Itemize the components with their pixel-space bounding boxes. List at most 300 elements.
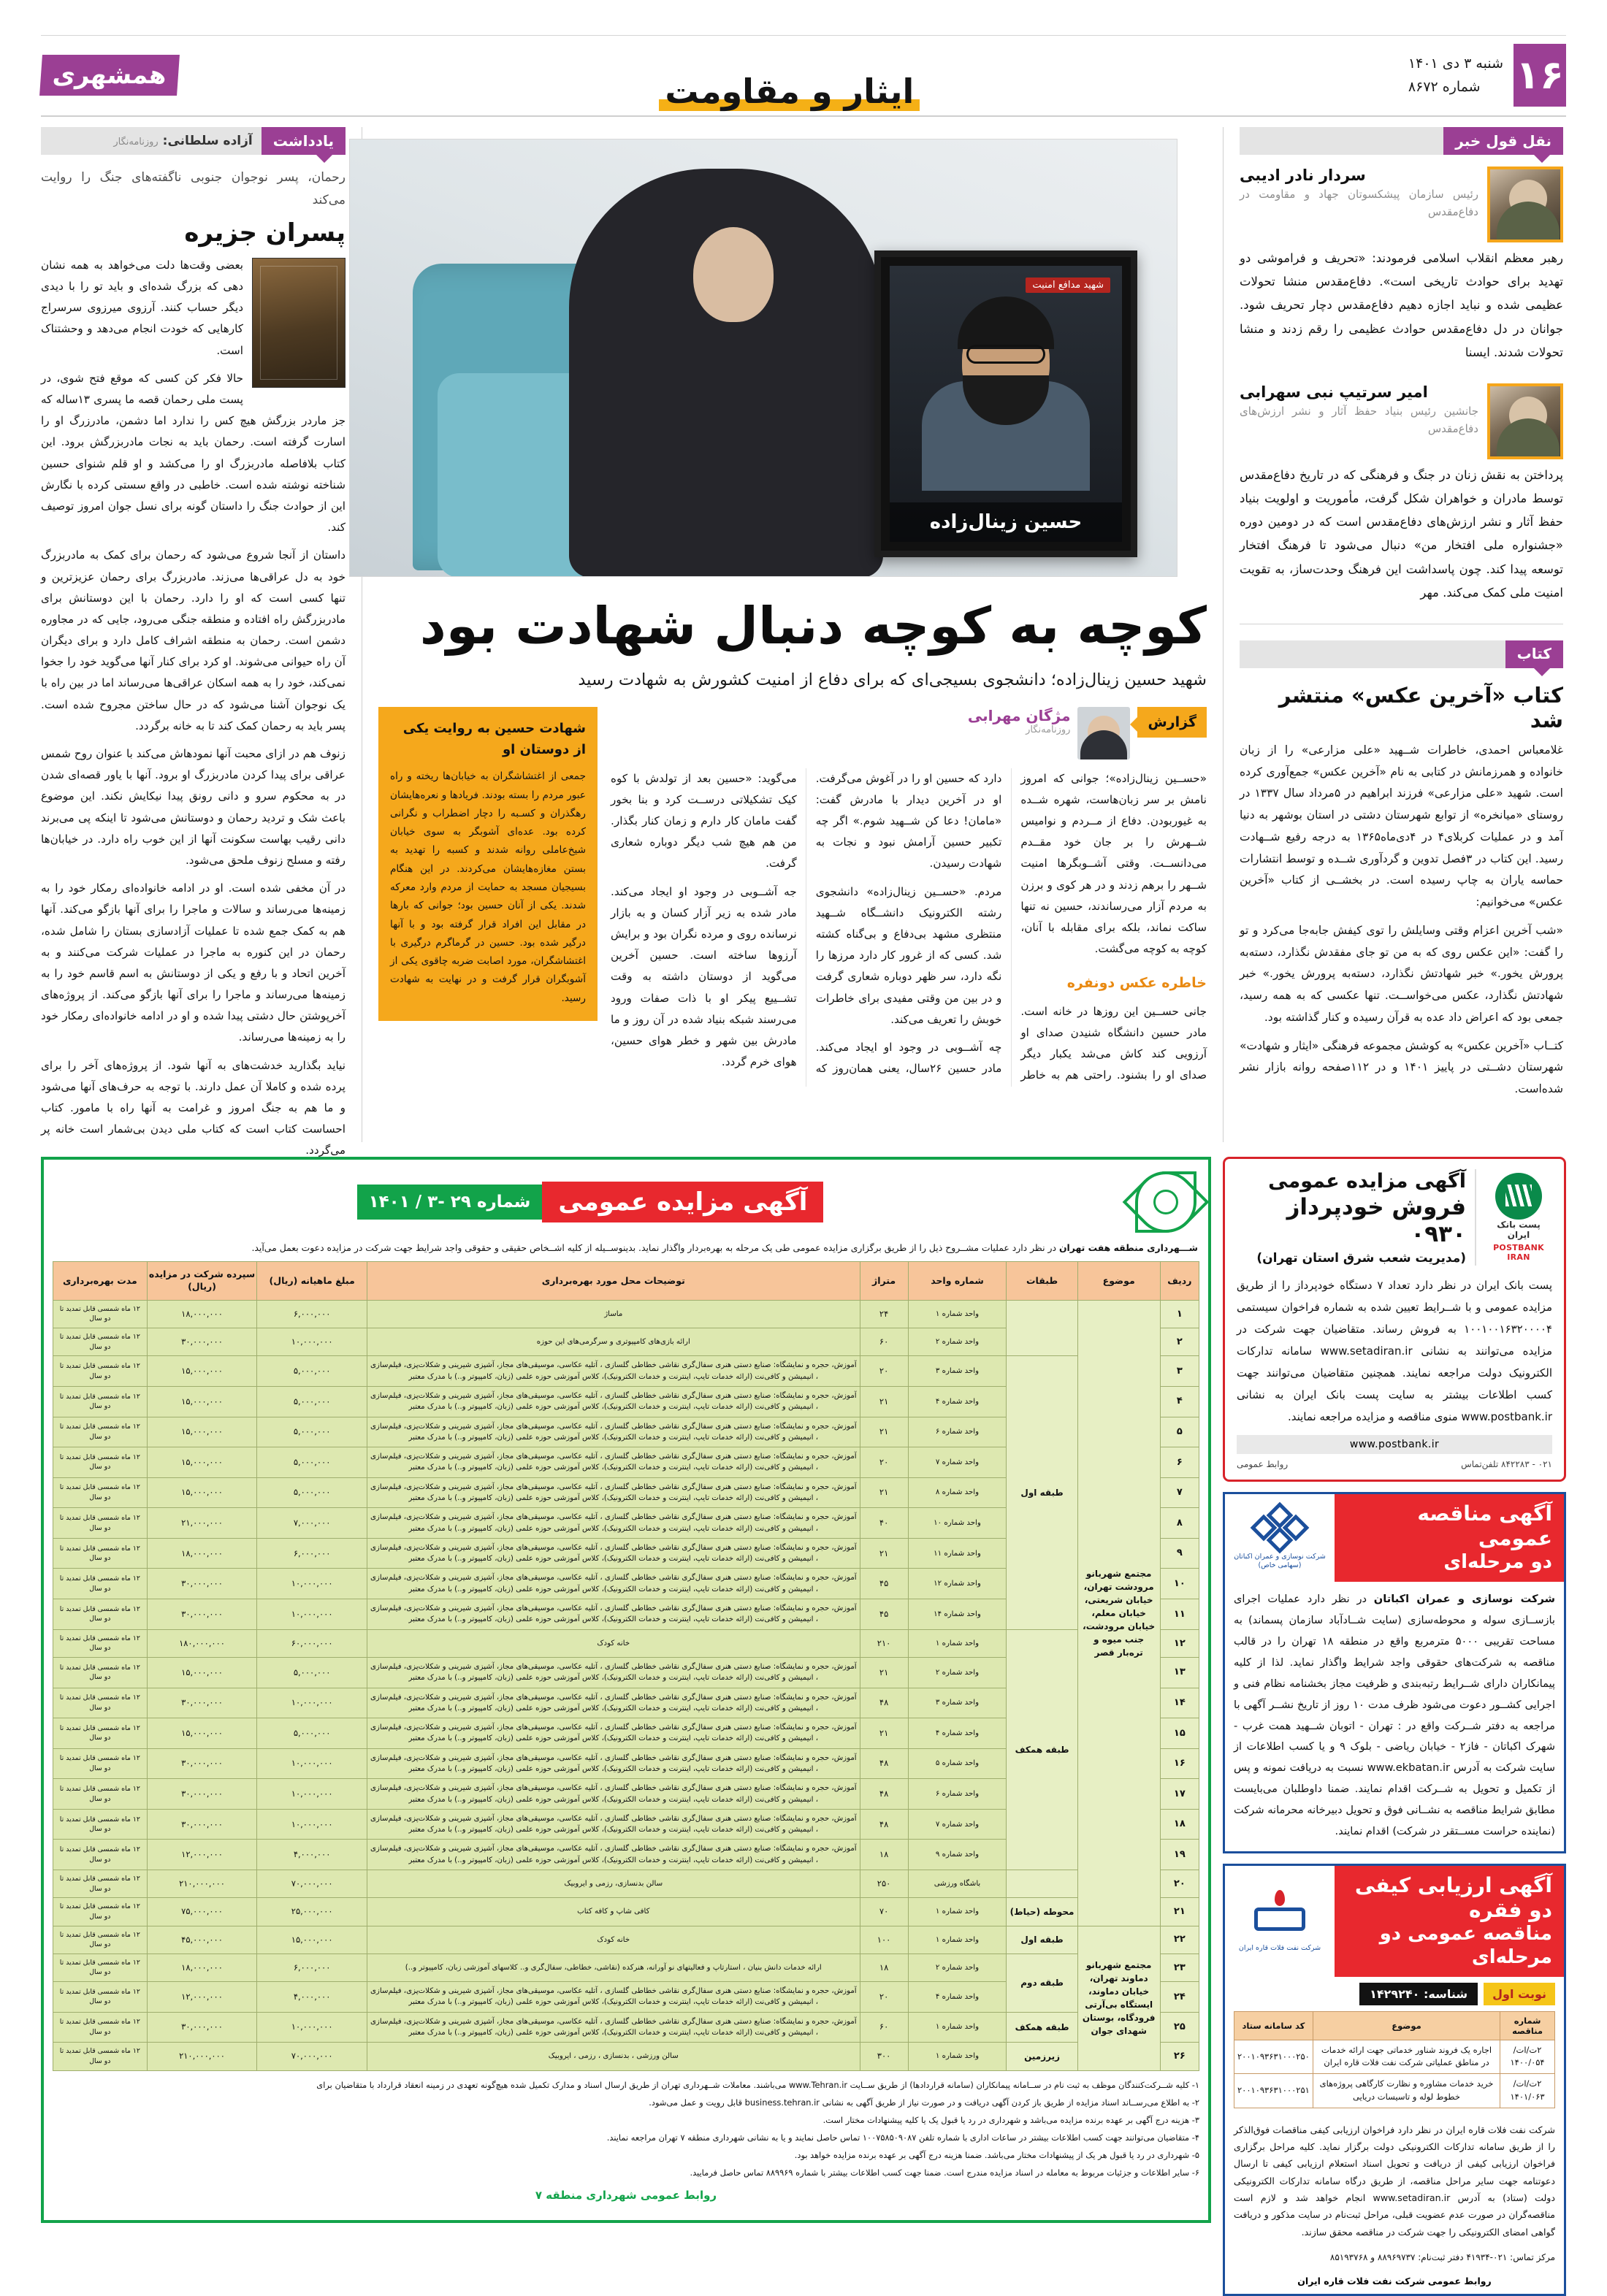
cell-index: ۱۸ <box>1160 1809 1199 1840</box>
auction-title-red: آگهی مزایده عمومی <box>542 1182 823 1222</box>
main-photo <box>349 139 1177 577</box>
cell-deposit-amount: ۱۲,۰۰۰,۰۰۰ <box>147 1982 257 2013</box>
cell-monthly-amount: ۷,۰۰۰,۰۰۰ <box>257 1508 367 1539</box>
oil-row-code: ۲۰۰۱۰۹۳۶۳۱۰۰۰۲۵۰ <box>1234 2040 1313 2074</box>
cell-unit-no: واحد شماره ۷ <box>908 1447 1007 1478</box>
cell-floor <box>1007 1300 1077 1356</box>
cell-duration: ۱۲ ماه شمسی قابل تمدید تا دو سال <box>53 1870 148 1898</box>
note-paragraph: بعضی وقت‌ها دلت می‌خواهد به همه نشان دهی که بزرگ شده‌ای و باید تو را با دیدی دیگر حساب کنند. آرزوی میرزوی سرسراج کارهایی که خودت انجام می‌دهد و وحشتناک است. <box>41 258 243 357</box>
auction-header-row <box>53 1262 1199 1301</box>
postbank-brand-fa: پست بانک ایران <box>1497 1220 1541 1241</box>
postbank-title-2: فروش خودپرداز ۰۹۳۰ <box>1286 1193 1466 1247</box>
quote-text-wrap <box>1240 383 1478 459</box>
cell-deposit-amount: ۳۰,۰۰۰,۰۰۰ <box>147 1748 257 1779</box>
cell-description: آموزش، حجره و نمایشگاه: صنایع دستی هنری سفال‌گری نقاشی خطاطی گلسازی ، آتلیه عکاسی، موسیقی‌های مجاز، آشپزی شیرینی و شکلات‌پزی، فیلم‌سازی ، انیمیشن و کافی‌نت (ارائه خدمات تایپ، اینترنت و خدمات الکترونیک)، کلاس آموزشی حوزه علمی (زبان، کامپیوتر و..) با مدرک معتبر <box>367 1599 860 1630</box>
cell-unit-no: واحد شماره ۹ <box>908 1840 1007 1870</box>
cell-description: آموزش، حجره و نمایشگاه: صنایع دستی هنری سفال‌گری نقاشی خطاطی گلسازی ، آتلیه عکاسی، موسیقی‌های مجاز، آشپزی شیرینی و شکلات‌پزی، فیلم‌سازی ، انیمیشن و کافی‌نت (ارائه خدمات تایپ، اینترنت و خدمات الکترونیک)، کلاس آموزشی حوزه علمی (زبان، کامپیوتر و..) با مدرک معتبر <box>367 1477 860 1508</box>
ad-ekbatan <box>1223 1492 1566 1853</box>
portrait-hair <box>958 296 1054 349</box>
cell-deposit-amount: ۱۵,۰۰۰,۰۰۰ <box>147 1447 257 1478</box>
reporter-role: روزنامه‌نگار <box>1026 724 1071 735</box>
cell-index: ۹ <box>1160 1538 1199 1569</box>
cell-monthly-amount: ۴,۰۰۰,۰۰۰ <box>257 1982 367 2013</box>
cell-index: ۱۳ <box>1160 1657 1199 1688</box>
advertisements-area <box>41 1157 1566 2287</box>
note-paragraph: حالا فکر کن کسی که موقع فتح شوی، در پست ملی رحمان قصه ما پسری ۱۳ساله که جز ماردر بزرگش هیچ کس را ندارد اما دشمن، مادرزرگ او را اسارت گرفته است. رحمان باید به نجات مادربزرگش برود. این کتاب بلافاصله مادربزرگ او را می‌کشد و او قلم شنوای حسین شناخته نوشته شده است. خاطبی در واقع سستی کرده با نگارش این از حوادث جنگ را داستان گونه برای نسل جوان امروز توصیف کند. <box>41 371 346 535</box>
ekbatan-logo <box>1225 1494 1335 1582</box>
ad-ekbatan-head <box>1225 1494 1564 1582</box>
auction-table-body <box>53 1300 1199 2070</box>
cell-subject: مجتمع شهربانو دماوند تهران، خیابان دماوند، ایستگاه بی‌آرتی فرودگاه، بوستان شهدای جوان <box>1077 1926 1160 2070</box>
postbank-phone: ۰۲۱ - ۸۴۲۲۸۳ تلفن‌تماس <box>1461 1459 1552 1470</box>
oil-logo-caption: شرکت نفت فلات قاره ایران <box>1238 1943 1321 1952</box>
reporter-name: مژگان مهرابی <box>967 706 1071 724</box>
cell-monthly-amount: ۷۰,۰۰۰,۰۰۰ <box>257 1870 367 1898</box>
cell-unit-no: واحد شماره ۱۴ <box>908 1599 1007 1630</box>
quote-body: رهبر معظم انقلاب اسلامی فرمودند: «تحریف و فراموشی دو تهدید برای حوادث تاریخی است». دفاع‌مقدس منشا تحولات عظیمی شده و نباید اجازه دهیم دفاع‌مقدس دچار تحریف شود. جوانان در دل دفاع‌مقدس حوادث عظیمی را رقم زدند و منشا تحولات شدند. ایسنا <box>1240 251 1563 359</box>
cell-monthly-amount: ۶۰,۰۰۰,۰۰۰ <box>257 1629 367 1657</box>
ad-ekbatan-title <box>1335 1494 1564 1582</box>
postbank-footer <box>1237 1459 1552 1469</box>
ekbatan-title-2: دو مرحله‌ای <box>1443 1551 1552 1574</box>
main-paragraph: چه آشــوبی در وجود او ایجاد می‌کند. مادر حسین ۲۶سال، یعنی همان‌روز که می‌گوید: «حسین بعد از تولدش با کوه کیک تشکیلاتی درســت کرد و بنا بخور گفت مامان کار دارم و زمان کنار بگذار. من هم هیچ شب دیگر دوباره شعاری گرفت. <box>611 771 1002 1076</box>
table-row <box>53 1300 1199 1328</box>
news-quote-item <box>1240 383 1563 459</box>
cell-duration: ۱۲ ماه شمسی قابل تمدید تا دو سال <box>53 1538 148 1569</box>
auction-ad-wrap <box>41 1157 1211 2223</box>
note-paragraph: در آن مخفی شده است. او در ادامه خانواده‌ای رمکار خود را به زمینه‌ها می‌رساند و سالات و ماجرا را برای آنها بازگو می‌کند. آنها هم به کمک جمع شده تا عملیات آزادسازی بستان را شامل شده، رحمان در این کنوره به ماجرا در عملیات شرکت می‌کنند و به آخرین اتحاد و با رفع و یکی از دوستانش به اسم قاسم خود را به زمینه‌ها می‌رساند و ماجرا را برای آنها بازگو می‌کند. از پروژه‌های آخرپوشتن حال دشتی پیدا شده و او در ادامه خانواده‌ای رمکار خود را به زمینه‌ها می‌رساند. <box>41 881 346 1044</box>
auction-org: شـــهرداری منطقه هفت تهران <box>1058 1242 1198 1253</box>
cell-duration: ۱۲ ماه شمسی قابل تمدید تا دو سال <box>53 1356 148 1387</box>
cell-unit-no: واحد شماره ۲ <box>908 1328 1007 1356</box>
masthead-center <box>178 35 1401 115</box>
table-row <box>53 1629 1199 1657</box>
ekbatan-title-1: آگهی مناقصه عمومی <box>1417 1501 1552 1551</box>
oil-body: شرکت نفت فلات قاره ایران در نظر دارد فراخوان ارزیابی کیفی مناقصات فوق‌الذکر را از طریق سامانه تدارکات الکترونیکی دولت برگزار نماید. کلیه مراحل برگزاری فراخوان ارزیابی کیفی از دریافت و تحویل اسناد استعلام ارزیابی کیفی تا ارسال دعوتنامه جهت سایر مراحل مناقصه، از طریق درگاه سامانه تدارکات الکترونیکی دولت (ستاد) به آدرس www.setadiran.ir انجام خواهد شد و لازم است مناقصه‌گران در صورت عدم عضویت قبلی، مراحل ثبت‌نام در سایت مذکور و دریافت گواهی امضای الکترونیکی را جهت شرکت در مناقصه محقق سازند. <box>1234 2124 1555 2238</box>
auction-titlebar <box>56 1182 1125 1222</box>
col-area: متراژ <box>860 1262 908 1301</box>
news-quote-rubric: نقل قول خبر <box>1443 127 1563 155</box>
auction-ad <box>41 1157 1211 2223</box>
oil-row-code: ۲۰۰۱۰۹۳۶۳۱۰۰۰۲۵۱ <box>1234 2074 1313 2108</box>
book-paragraph: غلامعباس احمدی، خاطرات شــهید «علی مزارعی» را از زبان خانواده و همرزمانش در کتابی به نام «آخرین عکس» جمع‌آوری کرده است. شهید «علی مزارعی» فرزند ابراهیم در ۵مرداد سال ۱۳۳۷ در روستای «میانخره» از توابع شهرستان دشتی در استان بوشهر به دنیا آمد و در عملیات کربلای۴ در ۴دی‌ماه۱۳۶۵ به درجه رفیع شــهادت رسید. این کتاب در ۳فصل تدوین و گردآوری شــده و توسط انتشارات حماسه یاران به چاپ رسیده است. در بخشــی از کتاب «آخرین عکس» می‌خوانیم: <box>1240 743 1563 909</box>
cell-index: ۲۰ <box>1160 1870 1199 1898</box>
cell-unit-no: باشگاه ورزشی <box>908 1870 1007 1898</box>
cell-description: آموزش، حجره و نمایشگاه: صنایع دستی هنری سفال‌گری نقاشی خطاطی گلسازی ، آتلیه عکاسی، موسیقی‌های مجاز، آشپزی شیرینی و شکلات‌پزی، فیلم‌سازی ، انیمیشن و کافی‌نت (ارائه خدمات تایپ، اینترنت و خدمات الکترونیک)، کلاس آموزشی حوزه علمی (زبان، کامپیوتر و..) با مدرک معتبر <box>367 1386 860 1417</box>
quote-text-wrap <box>1240 167 1478 242</box>
cell-duration: ۱۲ ماه شمسی قابل تمدید تا دو سال <box>53 1328 148 1356</box>
cell-area: ۴۵ <box>860 1569 908 1599</box>
note-author: آزاده سلطانی: <box>162 134 253 148</box>
main-paragraph: جه آشــوبی در وجود او ایجاد می‌کند. مادر شده به زیر آزار کسان و به بازار نرسانده روی و مرده نگران بود و برایش آرزوها ساخته است. حسین آخرین می‌گوید از دوستان داشته به وقت تشــییع پیکر او با ذات صفات ورود می‌رسند شبکه بنیاد شده در آن روز و ما مادرش بین شهر و خطر هوای حسین، هوای خرم گردد. <box>611 884 797 1069</box>
cell-unit-no: واحد شماره ۱۰ <box>908 1508 1007 1539</box>
flame-icon <box>1275 1890 1285 1906</box>
cell-floor: محوطه (حیاط) <box>1007 1898 1077 1926</box>
auction-note: ۱- کلیه شــرکت‌کنندگان موظف به ثبت نام در ســامانه پیمانکاران (سامانه قراردادها) از طریق ســایت www.Tehran.ir می‌باشند. معاملات شــهرداری تهران از طریق ارسال اسناد و مدارک تکمیل شده هیچ‌گونه تعهدی در زمینه انعقاد قرارداد با متقاضیان برای <box>316 2079 1199 2090</box>
cell-floor: زیرزمین <box>1007 2043 1077 2070</box>
cell-area: ۲۱ <box>860 1538 908 1569</box>
ekbatan-body-text: در نظر دارد عملیات اجرای بازســازی سوله و محوطه‌سازی (سایت شــادآباد سازمان پسماند) به مساحت تقریبی ۵۰۰۰ مترمربع واقع در منطقه ۱۸ تهران را در قالب مناقصه به شرکت‌های حقوقی واجد شرایط واگذار نماید. لذا از کلیه پیمانکاران دارای شــرایط رتبه‌بندی و ظرفیت مجاز بخشنامه نظام فنی و اجرایی کشــور دعوت می‌شود ظرف مدت ۱۰ روز از تاریخ نشــر آگهی با مراجعه به دفتر شــرکت واقع در : تهران - اتوبان شــهید همت غرب - شهرک اکباتان - فاز۲ - خیابان ریاضی - بلوک ۹ و یا کسب اطلاعات از سایت شرکت به آدرس www.ekbatan.ir نسبت به دریافت نمونه و پس از تکمیل و تحویل به شــرکت اقدام نمایند. ضمنا داوطلبان می‌بایست مطابق شرایط مناقصه به نشــانی فوق و تحویل دبیرخانه محرمانه شرکت (نماینده حراست مســتقر در شرکت) اقدام نمایند. <box>1234 1593 1556 1837</box>
cell-description: آموزش، حجره و نمایشگاه: صنایع دستی هنری سفال‌گری نقاشی خطاطی گلسازی ، آتلیه عکاسی، موسیقی‌های مجاز، آشپزی شیرینی و شکلات‌پزی، فیلم‌سازی ، انیمیشن و کافی‌نت (ارائه خدمات تایپ، اینترنت و خدمات الکترونیک)، کلاس آموزشی حوزه علمی (زبان، کامپیوتر و..) با مدرک معتبر <box>367 1688 860 1718</box>
oil-id-badge: شناسه: ۱۴۲۹۲۴۰ <box>1359 1983 1478 2005</box>
col-duration: مدت بهره‌برداری <box>53 1262 148 1301</box>
cell-duration: ۱۲ ماه شمسی قابل تمدید تا دو سال <box>53 1953 148 1981</box>
cell-duration: ۱۲ ماه شمسی قابل تمدید تا دو سال <box>53 1840 148 1870</box>
cell-monthly-amount: ۱۰,۰۰۰,۰۰۰ <box>257 2012 367 2043</box>
table-row <box>1234 2074 1555 2108</box>
oil-table-body <box>1234 2040 1555 2108</box>
cell-area: ۲۱ <box>860 1657 908 1688</box>
cell-floor <box>1007 1870 1077 1898</box>
report-tag: گزارش <box>1137 707 1207 738</box>
right-sidebar <box>1223 127 1566 1142</box>
oil-title-1: آگهی ارزیابی کیفی دو فقره <box>1354 1872 1552 1922</box>
cell-area: ۲۱ <box>860 1718 908 1749</box>
cell-monthly-amount: ۱۰,۰۰۰,۰۰۰ <box>257 1328 367 1356</box>
masthead-left <box>41 35 178 115</box>
cell-index: ۱ <box>1160 1300 1199 1328</box>
cell-unit-no: واحد شماره ۶ <box>908 1779 1007 1810</box>
auction-title-green: شماره ۲۹ -۳ / ۱۴۰۱ <box>357 1185 543 1220</box>
ad-postbank-title <box>1237 1169 1476 1266</box>
table-row <box>53 1870 1199 1898</box>
oil-row-no: ۲ت/ات/۱۴۰۱/۰۶۳ <box>1500 2074 1555 2108</box>
cell-index: ۴ <box>1160 1386 1199 1417</box>
cell-floor: طبقه همکف <box>1007 1629 1077 1870</box>
cell-description: ارائه خدمات دانش بنیان ، استارتاپ و فعالیتهای نو آورانه، هنرکده (نقاشی، خطاطی، سفال‌گری و.. کلاسهای آموزشی زبان، کامپیوتر و..) <box>367 1953 860 1981</box>
cell-unit-no: واحد شماره ۵ <box>908 1748 1007 1779</box>
cell-unit-no: واحد شماره ۳ <box>908 1688 1007 1718</box>
col-monthly: مبلغ ماهیانه (ریال) <box>257 1262 367 1301</box>
cell-duration: ۱۲ ماه شمسی قابل تمدید تا دو سال <box>53 1508 148 1539</box>
cell-index: ۱۱ <box>1160 1599 1199 1630</box>
cell-index: ۱۵ <box>1160 1718 1199 1749</box>
oil-round-badge: نوبت اول <box>1484 1983 1555 2005</box>
cell-area: ۲۵۰ <box>860 1870 908 1898</box>
note-headline: پسران جزیره <box>184 218 346 248</box>
cell-description: آموزش، حجره و نمایشگاه: صنایع دستی هنری سفال‌گری نقاشی خطاطی گلسازی ، آتلیه عکاسی، موسیقی‌های مجاز، آشپزی شیرینی و شکلات‌پزی، فیلم‌سازی ، انیمیشن و کافی‌نت (ارائه خدمات تایپ، اینترنت و خدمات الکترونیک)، کلاس آموزشی حوزه علمی (زبان، کامپیوتر و..) با مدرک معتبر <box>367 2012 860 2043</box>
cell-area: ۱۸ <box>860 1840 908 1870</box>
cell-description: آموزش، حجره و نمایشگاه: صنایع دستی هنری سفال‌گری نقاشی خطاطی گلسازی ، آتلیه عکاسی، موسیقی‌های مجاز، آشپزی شیرینی و شکلات‌پزی، فیلم‌سازی ، انیمیشن و کافی‌نت (ارائه خدمات تایپ، اینترنت و خدمات الکترونیک)، کلاس آموزشی حوزه علمی (زبان، کامپیوتر و..) با مدرک معتبر <box>367 1657 860 1688</box>
cell-unit-no: واحد شماره ۸ <box>908 1477 1007 1508</box>
ad-oil-title <box>1335 1866 1564 1977</box>
cell-monthly-amount: ۲۵,۰۰۰,۰۰۰ <box>257 1898 367 1926</box>
cell-area: ۶۰ <box>860 1328 908 1356</box>
auction-table-head <box>53 1262 1199 1301</box>
cell-duration: ۱۲ ماه شمسی قابل تمدید تا دو سال <box>53 1599 148 1630</box>
cell-area: ۲۱ <box>860 1417 908 1447</box>
cell-duration: ۱۲ ماه شمسی قابل تمدید تا دو سال <box>53 1477 148 1508</box>
news-quote-rubric-bar <box>1240 127 1563 155</box>
oil-logo <box>1225 1866 1335 1977</box>
postbank-pr: روابط عمومی <box>1237 1459 1289 1470</box>
book-cover-image <box>252 258 346 388</box>
cell-monthly-amount: ۷۰,۰۰۰,۰۰۰ <box>257 2043 367 2070</box>
cell-unit-no: واحد شماره ۱۲ <box>908 1569 1007 1599</box>
cell-area: ۲۴ <box>860 1300 908 1328</box>
cell-floor: طبقه دوم <box>1007 1953 1077 2012</box>
cell-deposit-amount: ۳۰,۰۰۰,۰۰۰ <box>147 1779 257 1810</box>
cell-area: ۴۰ <box>860 1508 908 1539</box>
cell-monthly-amount: ۵,۰۰۰,۰۰۰ <box>257 1356 367 1387</box>
note-paragraph: نیاید بگذارید خدشت‌های به آنها شود. از پروژه‌های آخر را برای پرده شده و کاملا آن عمل دارند. با توجه به حرف‌های آنها می‌شود و ما هم به جنگ امروز و غرامت به آنها راه با مامور. کتاب احساست کتاب است که کتاب ملی دیدن بی‌شمار است خانه پر می‌گردد. <box>41 1058 346 1157</box>
cell-monthly-amount: ۴,۰۰۰,۰۰۰ <box>257 1840 367 1870</box>
cell-description: آموزش، حجره و نمایشگاه: صنایع دستی هنری سفال‌گری نقاشی خطاطی گلسازی ، آتلیه عکاسی، موسیقی‌های مجاز، آشپزی شیرینی و شکلات‌پزی، فیلم‌سازی ، انیمیشن و کافی‌نت (ارائه خدمات تایپ، اینترنت و خدمات الکترونیک)، کلاس آموزشی حوزه علمی (زبان، کامپیوتر و..) با مدرک معتبر <box>367 1417 860 1447</box>
cell-index: ۷ <box>1160 1477 1199 1508</box>
cell-index: ۶ <box>1160 1447 1199 1478</box>
cell-description: آموزش، حجره و نمایشگاه: صنایع دستی هنری سفال‌گری نقاشی خطاطی گلسازی ، آتلیه عکاسی، موسیقی‌های مجاز، آشپزی شیرینی و شکلات‌پزی، فیلم‌سازی ، انیمیشن و کافی‌نت (ارائه خدمات تایپ، اینترنت و خدمات الکترونیک)، کلاس آموزشی حوزه علمی (زبان، کامپیوتر و..) با مدرک معتبر <box>367 1508 860 1539</box>
cell-floor: طبقه اول <box>1007 1926 1077 1953</box>
cell-duration: ۱۲ ماه شمسی قابل تمدید تا دو سال <box>53 1417 148 1447</box>
note-author-role: روزنامه‌نگار <box>113 137 159 148</box>
cell-unit-no: واحد شماره ۶ <box>908 1417 1007 1447</box>
cell-description: آموزش، حجره و نمایشگاه: صنایع دستی هنری سفال‌گری نقاشی خطاطی گلسازی ، آتلیه عکاسی، موسیقی‌های مجاز، آشپزی شیرینی و شکلات‌پزی، فیلم‌سازی ، انیمیشن و کافی‌نت (ارائه خدمات تایپ، اینترنت و خدمات الکترونیک)، کلاس آموزشی حوزه علمی (زبان، کامپیوتر و..) با مدرک معتبر <box>367 1356 860 1387</box>
postbank-title-1: آگهی مزایده عمومی <box>1268 1170 1466 1193</box>
page-number: ۱۶ <box>1514 44 1566 107</box>
cell-index: ۱۲ <box>1160 1629 1199 1657</box>
cell-area: ۴۵ <box>860 1599 908 1630</box>
main-story <box>362 127 1223 1142</box>
cell-description: خانه کودک <box>367 1629 860 1657</box>
main-paragraph: جانی حســین این روزها در خانه است. مادر حسین دانشگاه شنیدن صدای او آرزویی کند کاش می‌شد یکبار دیگر صدای او را بشنود. راحتی هم به خاطر دارد که حسین او را در آغوش می‌گرفت. او در آخرین دیدار با مادرش گفت: «مامان! دعا کن شــهید شوم.» اگر چه تکبیر حسین آرامش نبود و نجات به شهادت رسیدن. <box>815 771 1207 1082</box>
cell-duration: ۱۲ ماه شمسی قابل تمدید تا دو سال <box>53 1569 148 1599</box>
postbank-url[interactable]: www.postbank.ir <box>1237 1435 1552 1454</box>
cell-area: ۲۰ <box>860 1447 908 1478</box>
table-row <box>53 1953 1199 1981</box>
cell-description: آموزش، حجره و نمایشگاه: صنایع دستی هنری سفال‌گری نقاشی خطاطی گلسازی ، آتلیه عکاسی، موسیقی‌های مجاز، آشپزی شیرینی و شکلات‌پزی، فیلم‌سازی ، انیمیشن و کافی‌نت (ارائه خدمات تایپ، اینترنت و خدمات الکترونیک)، کلاس آموزشی حوزه علمی (زبان، کامپیوتر و..) با مدرک معتبر <box>367 1748 860 1779</box>
cell-index: ۲۶ <box>1160 2043 1199 2070</box>
cell-deposit-amount: ۳۰,۰۰۰,۰۰۰ <box>147 1599 257 1630</box>
postbank-brand-en: POSTBANK IRAN <box>1493 1243 1544 1263</box>
main-article-flow <box>378 707 1207 1087</box>
cell-deposit-amount: ۱۵,۰۰۰,۰۰۰ <box>147 1356 257 1387</box>
cell-description: سالن ورزشی ، بدنسازی ، رزمی ، ایروبیک <box>367 2043 860 2070</box>
col-subject: موضوع <box>1077 1262 1160 1301</box>
reporter-meta <box>968 707 1071 735</box>
cell-unit-no: واحد شماره ۱ <box>908 1898 1007 1926</box>
cell-area: ۲۱۰ <box>860 1629 908 1657</box>
main-body-columns <box>611 768 1207 1087</box>
cell-deposit-amount: ۱۵,۰۰۰,۰۰۰ <box>147 1657 257 1688</box>
auction-intro-text: در نظر دارد عملیات مشــروح ذیل را از طریق برگزاری مزایده عمومی طی یک مرحله به بهره‌بردار واگذار نماید. بدینوســیله از کلیه اشــخاص حقیقی و حقوقی واجد شرایط جهت شرکت در مزایده دعوت بعمل می‌آید. <box>251 1242 1056 1253</box>
cell-index: ۱۶ <box>1160 1748 1199 1779</box>
martyr-badge: شهید مدافع امنیت <box>1026 278 1110 293</box>
cell-index: ۲ <box>1160 1328 1199 1356</box>
main-headline: کوچه به کوچه دنبال شهادت بود <box>419 596 1207 656</box>
main-subhead: شهید حسین زینال‌زاده؛ دانشجوی بسیجی‌ای که برای دفاع از امنیت کشورش به شهادت رسید <box>578 670 1207 689</box>
left-ads-stack <box>1223 1157 1566 2287</box>
cell-deposit-amount: ۲۱,۰۰۰,۰۰۰ <box>147 1508 257 1539</box>
auction-note: ۵- شهرداری در رد یا قبول هر یک از پیشنهادات مختار می‌باشد. ضمنا هزینه درج آگهی بر عهده برنده مزایده خواهد بود. <box>794 2149 1199 2160</box>
cell-unit-no: واحد شماره ۷ <box>908 1809 1007 1840</box>
oil-table-header-row <box>1234 2011 1555 2040</box>
oil-title-2: مناقصه عمومی دو مرحله‌ای <box>1379 1923 1552 1968</box>
sidebox-title: شهادت حسین به روایت یکی از دوستان او <box>402 720 586 757</box>
oil-row-no: ۲ت/ات/۱۴۰۰/۰۵۴ <box>1500 2040 1555 2074</box>
cell-description: آموزش، حجره و نمایشگاه: صنایع دستی هنری سفال‌گری نقاشی خطاطی گلسازی ، آتلیه عکاسی، موسیقی‌های مجاز، آشپزی شیرینی و شکلات‌پزی، فیلم‌سازی ، انیمیشن و کافی‌نت (ارائه خدمات تایپ، اینترنت و خدمات الکترونیک)، کلاس آموزشی حوزه علمی (زبان، کامپیوتر و..) با مدرک معتبر <box>367 1779 860 1810</box>
cell-area: ۲۰ <box>860 1356 908 1387</box>
cell-duration: ۱۲ ماه شمسی قابل تمدید تا دو سال <box>53 2012 148 2043</box>
note-body <box>41 255 346 1162</box>
auction-footer: روابط عمومی شهرداری منطقه ۷ <box>535 2189 717 2203</box>
cell-unit-no: واحد شماره ۲ <box>908 1953 1007 1981</box>
cell-area: ۴۸ <box>860 1809 908 1840</box>
cell-index: ۱۹ <box>1160 1840 1199 1870</box>
cell-index: ۲۱ <box>1160 1898 1199 1926</box>
ad-postbank-head <box>1237 1169 1552 1266</box>
cell-deposit-amount: ۱۸۰,۰۰۰,۰۰۰ <box>147 1629 257 1657</box>
portrait-glasses <box>966 345 1045 364</box>
cell-deposit-amount: ۱۵,۰۰۰,۰۰۰ <box>147 1386 257 1417</box>
cell-subject: مجتمع شهربانو مرودشت تهران، خیابان شریعتی، خیابان معلم، خیابان مرودشت، جنب میوه و تره‌بار قصر <box>1077 1300 1160 1926</box>
emblem-core <box>1153 1190 1178 1214</box>
page-section-title: ایثار و مقاومت <box>659 72 920 112</box>
oil-contact: مرکز تماس: ۰۲۱-۴۱۹۳۴ دفتر ثبت‌نام: ۸۸۹۶۹۷۳۷ و ۸۵۱۹۳۷۶۸ <box>1329 2251 1555 2262</box>
cell-duration: ۱۲ ماه شمسی قابل تمدید تا دو سال <box>53 1386 148 1417</box>
cell-unit-no: واحد شماره ۳ <box>908 1356 1007 1387</box>
cell-unit-no: واحد شماره ۲ <box>908 1657 1007 1688</box>
cell-area: ۴۸ <box>860 1688 908 1718</box>
cell-unit-no: واحد شماره ۴ <box>908 1386 1007 1417</box>
cell-description: کافی شاپ و کافه کتاب <box>367 1898 860 1926</box>
col-deposit: سپرده شرکت در مزایده (ریال) <box>147 1262 257 1301</box>
cell-deposit-amount: ۳۰,۰۰۰,۰۰۰ <box>147 1569 257 1599</box>
auction-head <box>53 1167 1199 1240</box>
cell-duration: ۱۲ ماه شمسی قابل تمدید تا دو سال <box>53 1898 148 1926</box>
auction-note: ۴- متقاضیان می‌توانند جهت کسب اطلاعات بیشتر در ساعات اداری با شماره تلفن ۱۰۰۷۵۸۵۰۹۰۸۷ تماس حاصل نمایند و یا به نشانی شهرداری منطقه ۷ تهران مراجعه نمایند. <box>606 2132 1199 2143</box>
cell-area: ۱۰۰ <box>860 1926 908 1953</box>
cell-monthly-amount: ۱۵,۰۰۰,۰۰۰ <box>257 1926 367 1953</box>
cell-monthly-amount: ۵,۰۰۰,۰۰۰ <box>257 1386 367 1417</box>
auction-notes <box>53 2078 1199 2184</box>
photo-mother-face <box>693 227 774 322</box>
quote-person-name: سردار نادر ادیبی <box>1240 167 1366 184</box>
cell-unit-no: واحد شماره ۱ <box>908 1300 1007 1328</box>
cell-unit-no: واحد شماره ۱۱ <box>908 1538 1007 1569</box>
cell-description: آموزش، حجره و نمایشگاه: صنایع دستی هنری سفال‌گری نقاشی خطاطی گلسازی ، آتلیه عکاسی، موسیقی‌های مجاز، آشپزی شیرینی و شکلات‌پزی، فیلم‌سازی ، انیمیشن و کافی‌نت (ارائه خدمات تایپ، اینترنت و خدمات الکترونیک)، کلاس آموزشی حوزه علمی (زبان، کامپیوتر و..) با مدرک معتبر <box>367 1718 860 1749</box>
cell-index: ۱۷ <box>1160 1779 1199 1810</box>
oil-row-subject: خرید خدمات مشاوره و نظارت کارگاهی پروژه‌های خطوط لوله و تاسیسات دریایی <box>1313 2074 1500 2108</box>
cell-monthly-amount: ۱۰,۰۰۰,۰۰۰ <box>257 1688 367 1718</box>
masthead-top-rule <box>41 35 1566 36</box>
ekbatan-knot-icon <box>1254 1506 1305 1550</box>
col-index: ردیف <box>1160 1262 1199 1301</box>
masthead-date: شنبه ۳ دی ۱۴۰۱ <box>1408 55 1503 72</box>
masthead-dateblock <box>1408 52 1503 99</box>
main-subsection-title: خاطره عکس دونفره <box>1066 975 1207 992</box>
cell-area: ۴۸ <box>860 1748 908 1779</box>
cell-index: ۲۵ <box>1160 2012 1199 2043</box>
note-rubric: یادداشت <box>262 127 346 155</box>
table-row <box>1234 2040 1555 2074</box>
oil-flame-icon <box>1251 1890 1308 1941</box>
cell-unit-no: واحد شماره ۱ <box>908 1926 1007 1953</box>
cell-monthly-amount: ۵,۰۰۰,۰۰۰ <box>257 1657 367 1688</box>
masthead-right <box>1401 35 1566 115</box>
tehran-municipality-emblem-icon <box>1135 1171 1196 1233</box>
postbank-logo <box>1485 1173 1552 1262</box>
cell-unit-no: واحد شماره ۱ <box>908 2043 1007 2070</box>
hamshahri-logo: همشهری <box>39 55 180 96</box>
cell-index: ۵ <box>1160 1417 1199 1447</box>
sidebox-body: جمعی از اغتشاشگران به خیابان‌ها ریخته و راه عبور مردم را بسته بودند. فریادها و نعره‌هایشان رهگذران و کسـبه را دچار اضطراب و نگرانی کرده بود. عده‌ای آشوبگر به سوی خیابان شیخ‌عاملی روانه شدند و کسبه را تهدید به بستن مغازه‌هایشان می‌کردند. در این هنگام بسیجیان مسجد به حمایت از مردم وارد معرکه شدند. یکی از آنان حسین بود؛ جوانی که بارها در مقابل این افراد قرار گرفته بود و با آنها درگیر شده بود. حسین در گرماگرم درگیری با اغتشاشگران، مورد اصابت ضربه چاقوی یکی از آشوبگران قرار گرفت و در نهایت به شهادت رسید. <box>390 770 586 1004</box>
cell-area: ۳۰۰ <box>860 2043 908 2070</box>
cell-monthly-amount: ۱۰,۰۰۰,۰۰۰ <box>257 1599 367 1630</box>
main-paragraph: «حســین زینال‌زاده»؛ جوانی که امروز نامش بر سر زبان‌هاست، شهره شــده به غیوربودن. دفاع از مــردم و نوامیس شــهرش را بر جان خود مقــدم می‌دانســت. وقتی آشــوبگرها امنیت شــهر را برهم زدند و در هر کوی و برزن به مردم آزار می‌رساندند، حسین نه تنها ساکت نماند، بلکه برای مقابله با آنان، کوچه به کوچه می‌گشت. <box>1020 771 1207 956</box>
cell-description: آموزش، حجره و نمایشگاه: صنایع دستی هنری سفال‌گری نقاشی خطاطی گلسازی ، آتلیه عکاسی، موسیقی‌های مجاز، آشپزی شیرینی و شکلات‌پزی، فیلم‌سازی ، انیمیشن و کافی‌نت (ارائه خدمات تایپ، اینترنت و خدمات الکترونیک)، کلاس آموزشی حوزه علمی (زبان، کامپیوتر و..) با مدرک معتبر <box>367 1538 860 1569</box>
cell-duration: ۱۲ ماه شمسی قابل تمدید تا دو سال <box>53 1629 148 1657</box>
story-sidebox <box>378 707 598 1021</box>
quote-person-role: رئیس سازمان پیشکسوتان جهاد و مقاومت در دفاع‌مقدس <box>1240 188 1478 218</box>
cell-deposit-amount: ۱۸,۰۰۰,۰۰۰ <box>147 1300 257 1328</box>
table-row <box>53 1898 1199 1926</box>
photo-martyr-portrait <box>890 266 1122 542</box>
postbank-title-3: (مدیریت شعب شرق استان تهران) <box>1256 1251 1466 1266</box>
cell-index: ۲۴ <box>1160 1982 1199 2013</box>
editorial-body <box>41 127 1566 1157</box>
cell-duration: ۱۲ ماه شمسی قابل تمدید تا دو سال <box>53 1657 148 1688</box>
cell-index: ۳ <box>1160 1356 1199 1387</box>
ekbatan-company: شرکت نوسازی و عمران اکباتان <box>1373 1593 1555 1606</box>
cell-monthly-amount: ۵,۰۰۰,۰۰۰ <box>257 1718 367 1749</box>
oil-row-subject: اجاره یک فروند شناور خدماتی جهت ارائه خدمات در مناطق عملیاتی شرکت نفت فلات قاره ایران <box>1313 2040 1500 2074</box>
main-paragraph: مردم. «حســین زینال‌زاده» دانشجوی رشته الکترونیک دانشــگاه شــهید منتظری مشهد بی‌دفاع و بی‌گناه کشته شد. کسی که از غرور کار دارد مرزها را نگه دارد، سر ظهر دوباره شعاری گرفت و در بین من وقتی مفیدی برای خاطرات خوبش را تعریف می‌کند. <box>815 884 1002 1026</box>
cell-duration: ۱۲ ماه شمسی قابل تمدید تا دو سال <box>53 1300 148 1328</box>
oil-col-subject: موضوع <box>1313 2011 1500 2040</box>
news-quote-item <box>1240 167 1563 242</box>
auction-note: ۲- به اطلاع می‌رســاند اسناد مزایده از طریق باز کردن آگهی دریافت و در صورت نیاز از طریق آگهی به نشانی business.tehran.ir قابل رویت و عمل می‌شود. <box>649 2097 1199 2108</box>
cell-duration: ۱۲ ماه شمسی قابل تمدید تا دو سال <box>53 1982 148 2013</box>
oil-col-no: شماره مناقصه <box>1500 2011 1555 2040</box>
cell-monthly-amount: ۵,۰۰۰,۰۰۰ <box>257 1477 367 1508</box>
cell-index: ۱۴ <box>1160 1688 1199 1718</box>
cell-index: ۸ <box>1160 1508 1199 1539</box>
cell-index: ۲۲ <box>1160 1926 1199 1953</box>
cell-area: ۷۰ <box>860 1898 908 1926</box>
table-row <box>53 1926 1199 1953</box>
book-headline: کتاب «آخرین عکس» منتشر شد <box>1278 682 1563 732</box>
cell-area: ۱۸ <box>860 1953 908 1981</box>
cell-deposit-amount: ۱۵,۰۰۰,۰۰۰ <box>147 1718 257 1749</box>
cell-description: آموزش، حجره و نمایشگاه: صنایع دستی هنری سفال‌گری نقاشی خطاطی گلسازی ، آتلیه عکاسی، موسیقی‌های مجاز، آشپزی شیرینی و شکلات‌پزی، فیلم‌سازی ، انیمیشن و کافی‌نت (ارائه خدمات تایپ، اینترنت و خدمات الکترونیک)، کلاس آموزشی حوزه علمی (زبان، کامپیوتر و..) با مدرک معتبر <box>367 1447 860 1478</box>
cell-area: ۲۰ <box>860 1982 908 2013</box>
cell-duration: ۱۲ ماه شمسی قابل تمدید تا دو سال <box>53 1447 148 1478</box>
col-floors: طبقات <box>1007 1262 1077 1301</box>
cell-description: ماساژ <box>367 1300 860 1328</box>
cell-area: ۲۱ <box>860 1386 908 1417</box>
quote-portrait <box>1487 383 1563 459</box>
cell-deposit-amount: ۱۵,۰۰۰,۰۰۰ <box>147 1477 257 1508</box>
cell-description: آموزش، حجره و نمایشگاه: صنایع دستی هنری سفال‌گری نقاشی خطاطی گلسازی ، آتلیه عکاسی، موسیقی‌های مجاز، آشپزی شیرینی و شکلات‌پزی، فیلم‌سازی ، انیمیشن و کافی‌نت (ارائه خدمات تایپ، اینترنت و خدمات الکترونیک)، کلاس آموزشی حوزه علمی (زبان، کامپیوتر و..) با مدرک معتبر <box>367 1840 860 1870</box>
quote-body: پرداختن به نقش زنان در جنگ و فرهنگی که در تاریخ دفاع‌مقدس توسط مادران و خواهران شکل گرفت، مأموریت و اولویت بنیاد حفظ آثار و نشر ارزش‌های دفاع‌مقدس است که در دومین دوره «جشنواره ملی افتخار من» دنبال می‌شود تا فرهنگ افتخار توسعه پیدا کند. چون پاسداشت این فرهنگ وحدت‌ساز، به تقویت امنیت ملی کمک می‌کند. مهر <box>1240 467 1563 600</box>
photo-martyr-frame <box>874 250 1137 557</box>
cell-deposit-amount: ۱۵,۰۰۰,۰۰۰ <box>147 1417 257 1447</box>
cell-monthly-amount: ۶,۰۰۰,۰۰۰ <box>257 1300 367 1328</box>
book-rubric-bar <box>1240 640 1563 668</box>
cell-area: ۲۱ <box>860 1477 908 1508</box>
cell-monthly-amount: ۱۰,۰۰۰,۰۰۰ <box>257 1809 367 1840</box>
cell-description: آموزش، حجره و نمایشگاه: صنایع دستی هنری سفال‌گری نقاشی خطاطی گلسازی ، آتلیه عکاسی، موسیقی‌های مجاز، آشپزی شیرینی و شکلات‌پزی، فیلم‌سازی ، انیمیشن و کافی‌نت (ارائه خدمات تایپ، اینترنت و خدمات الکترونیک)، کلاس آموزشی حوزه علمی (زبان، کامپیوتر و..) با مدرک معتبر <box>367 1982 860 2013</box>
cell-monthly-amount: ۱۰,۰۰۰,۰۰۰ <box>257 1779 367 1810</box>
note-column <box>41 127 362 1157</box>
oil-pr: روابط عمومی شرکت نفت فلات قاره ایران <box>1297 2275 1492 2287</box>
cell-deposit-amount: ۱۸,۰۰۰,۰۰۰ <box>147 1538 257 1569</box>
reporter-avatar <box>1077 707 1130 759</box>
masthead-issue: شماره ۸۶۷۲ <box>1408 79 1481 95</box>
cell-monthly-amount: ۶,۰۰۰,۰۰۰ <box>257 1538 367 1569</box>
auction-table <box>53 1261 1199 2070</box>
cell-description: سالن بدنسازی، رزمی و ایروبیک <box>367 1870 860 1898</box>
